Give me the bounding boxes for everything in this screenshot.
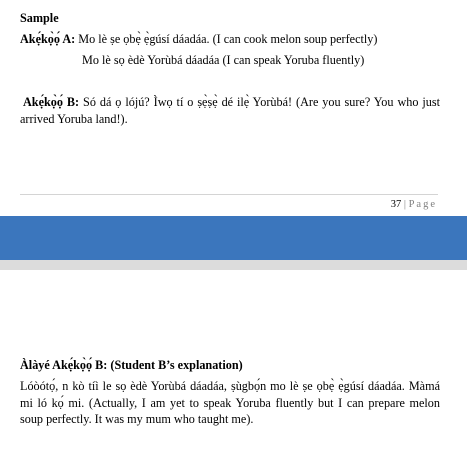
speaker-a-text-1: Mo lè ṣe ọbẹ̀ ẹ̀gúsí dáadáa. (I can cook melon soup perfectly) <box>75 32 378 46</box>
speaker-b-text: Só dá ọ lójú? Ìwọ tí o ṣẹ̀ṣẹ̀ dé ilẹ̀ Yorùbá! (Are you sure? You who just arrived Yoruba land!). <box>20 95 440 126</box>
student-b-explanation-paragraph: Lóòótọ́, n kò tíì le sọ èdè Yorùbá dáadáa, ṣùgbọ́n mo lè ṣe ọbẹ̀ ẹ̀gúsí dáadáa. Màmá mi ló kọ́ mi. (Actually, I am yet to speak Yoruba fluently but I can prepare melon soup perfectly. It was my mum who taught me). <box>20 379 440 426</box>
sample-heading: Sample <box>20 11 59 25</box>
speaker-b-paragraph <box>20 94 440 127</box>
footer-separator: | <box>401 199 409 210</box>
page-footer <box>391 199 437 210</box>
page-gap-band <box>0 216 467 260</box>
footer-page-word: Page <box>408 199 437 210</box>
footer-divider <box>20 194 438 195</box>
speaker-a-label: Akẹ́kọ̀ọ́ A: <box>20 32 76 46</box>
page-gap-shadow <box>0 260 467 270</box>
student-b-explanation-heading: Àlàyé Akẹ́kọ̀ọ́ B: (Student B’s explanation) <box>20 358 243 372</box>
speaker-a-line-2: Mo lè sọ èdè Yorùbá dáadáa (I can speak Yoruba fluently) <box>82 53 365 67</box>
speaker-b-label: Akẹ́kọ̀ọ́ B: <box>23 95 80 109</box>
page-number: 37 <box>390 199 402 210</box>
speaker-a-line-1 <box>20 32 377 47</box>
